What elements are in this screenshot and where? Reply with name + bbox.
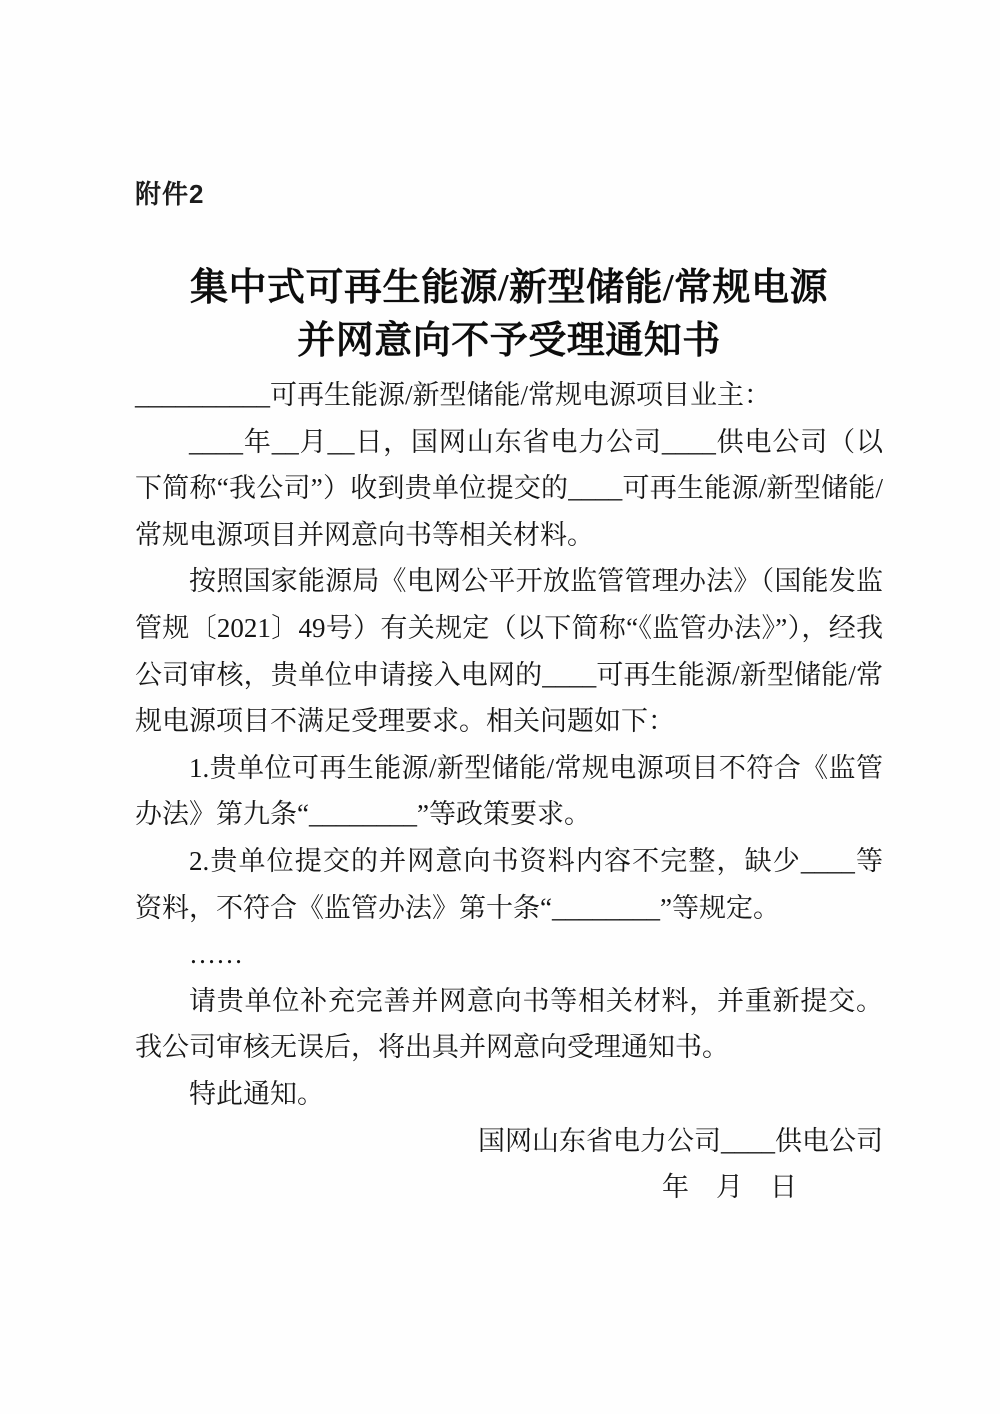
signature-company: 国网山东省电力公司____供电公司 (478, 1125, 883, 1156)
paragraph-closing: 特此通知。 (189, 1078, 324, 1109)
signature-date: 年 月 日 (662, 1172, 797, 1203)
document-body (135, 372, 883, 1211)
document-title-line1: 集中式可再生能源/新型储能/常规电源 (189, 267, 829, 309)
document-content (135, 180, 883, 1211)
paragraph-issue-1: 1.贵单位可再生能源/新型储能/常规电源项目不符合《监管办法》第九条“________”等政策要求。 (135, 752, 883, 830)
paragraph-issue-2: 2.贵单位提交的并网意向书资料内容不完整，缺少____等资料，不符合《监管办法》第十条“________”等规定。 (135, 845, 883, 923)
document-title (135, 262, 883, 368)
document-title-line2: 并网意向不予受理通知书 (297, 320, 721, 362)
paragraph-resubmit: 请贵单位补充完善并网意向书等相关材料，并重新提交。我公司审核无误后，将出具并网意向受理通知书。 (135, 985, 883, 1063)
paragraph-ellipsis: …… (189, 939, 243, 970)
attachment-label: 附件2 (135, 179, 205, 209)
salutation-line: __________可再生能源/新型储能/常规电源项目业主： (135, 380, 772, 410)
paragraph-regulation: 按照国家能源局《电网公平开放监管管理办法》（国能发监管规〔2021〕49号）有关规定（以下简称“《监管办法》”），经我公司审核，贵单位申请接入电网的____可再生能源/新型储能/常规电源项目不满足受理要求。相关问题如下： (135, 566, 883, 737)
paragraph-receipt: ____年__月__日，国网山东省电力公司____供电公司（以下简称“我公司”）收到贵单位提交的____可再生能源/新型储能/常规电源项目并网意向书等相关材料。 (135, 426, 883, 550)
